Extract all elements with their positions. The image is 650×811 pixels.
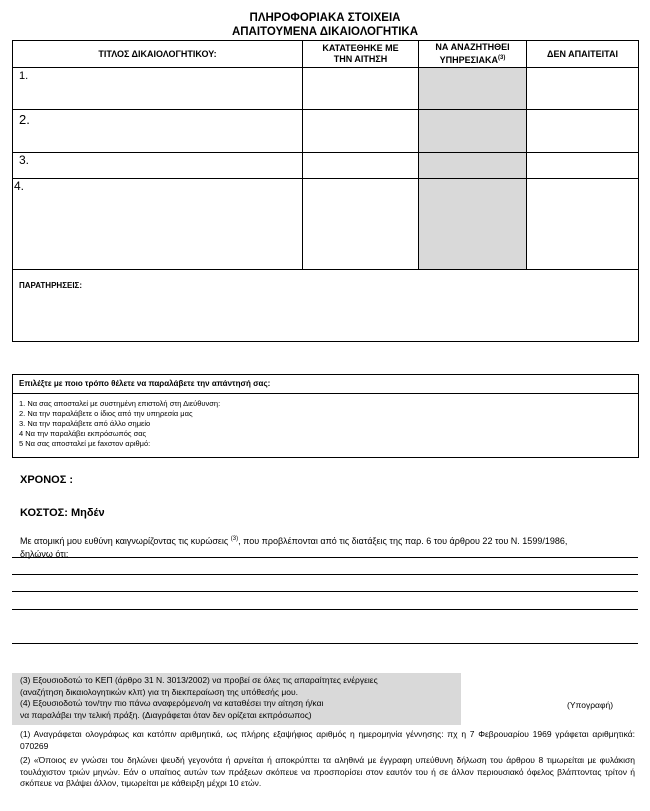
authorization-line: (3) Εξουσιοδοτώ το ΚΕΠ (άρθρο 31 Ν. 3013/2002) να προβεί σε όλες τις απαραίτητες ενέργειες (20, 675, 378, 685)
search-official-cell[interactable] (419, 179, 527, 270)
footnote-1: (1) Αναγράφεται ολογράφως και κατόπιν αριθμητικά, ως πλήρης εξαψήφιος αριθμός η ημερομηνία γέννησης: πχ η 7 Φεβρουαρίου 1969 γράφεται αριθμητικά: 070269 (20, 729, 635, 751)
doc-subtitle: ΑΠΑΙΤΟΥΜΕΝΑ ΔΙΚΑΙΟΛΟΓΗΤΙΚΑ (231, 26, 419, 38)
not-required-cell[interactable] (527, 153, 639, 179)
table-header-row (13, 41, 639, 68)
authorization-line: να παραλάβει την τελική πράξη. (Διαγράφεται όταν δεν ορίζεται εκπρόσωπος) (20, 709, 312, 720)
submitted-cell[interactable] (303, 68, 419, 110)
search-official-cell[interactable] (419, 68, 527, 110)
declaration-text: Με ατομική μου ευθύνη καιγνωρίζοντας τις κυρώσεις $^{(3)}$, που προβλέπονται από τις διατάξεις της παρ. 6 του άρθρου 22 του Ν. 1599/1986, δηλώνω ότι: (20, 536, 568, 559)
writing-line[interactable] (12, 591, 638, 592)
header-not-required: ΔΕΝ ΑΠΑΙΤΕΙΤΑΙ (527, 41, 639, 68)
document-title-cell[interactable]: 2. (13, 110, 303, 153)
documents-table (12, 40, 639, 342)
authorization-box (12, 673, 461, 725)
table-row (13, 153, 639, 179)
footnote-2: (2) «Όποιος εν γνώσει του δηλώνει ψευδή γεγονότα ή αρνείται ή αποκρύπτει τα αληθινά με έγγραφη υπεύθυνη δήλωση του άρθρου 8 τιμωρείται με φυλάκιση τουλάχιστον τριών μηνών. Εάν ο υπαίτιος αυτών των πράξεων σκόπευε να προσπορίσει στον εαυτόν του ή σε άλλον περιουσιακό όφελος βλάπτοντας τρίτον ή σκόπευε να βλάψει άλλον, τιμωρείται με κάθειρξη μέχρι 10 ετών. (20, 755, 635, 788)
writing-line[interactable] (12, 574, 638, 575)
not-required-cell[interactable] (527, 68, 639, 110)
authorization-line: (αναζήτηση δικαιολογητικών κλπ) για τη διεκπεραίωση της υπόθεσής μου. (20, 686, 298, 697)
writing-line[interactable] (12, 557, 638, 558)
delivery-option[interactable]: 3. Να την παραλάβετε από άλλο σημείο (19, 419, 151, 428)
table-row (13, 110, 639, 153)
submitted-cell[interactable] (303, 153, 419, 179)
writing-line[interactable] (12, 609, 638, 610)
delivery-option[interactable]: 2. Να την παραλάβετε ο ίδιος από την υπηρεσία μας (19, 409, 193, 418)
delivery-method-box (12, 374, 639, 458)
notes-cell[interactable] (13, 270, 639, 342)
table-row (13, 179, 639, 270)
not-required-cell[interactable] (527, 179, 639, 270)
writing-line[interactable] (12, 643, 638, 644)
document-title-cell[interactable]: 3. (13, 153, 303, 179)
delivery-method-heading: Επιλέξτε με ποιο τρόπο θέλετε να παραλάβετε την απάντησή σας: (13, 375, 638, 394)
search-official-cell[interactable] (419, 153, 527, 179)
document-title-cell[interactable]: 4. (13, 179, 303, 270)
doc-title: ΠΛΗΡΟΦΟΡΙΑΚΑ ΣΤΟΙΧΕΙΑ (249, 12, 401, 24)
authorization-line: (4) Εξουσιοδοτώ τον/την πιο πάνω αναφερόμενο/η να καταθέσει την αίτηση ή/και (20, 698, 324, 708)
signature-label: (Υπογραφή) (567, 700, 614, 710)
document-title-cell[interactable]: 1. (13, 68, 303, 110)
delivery-option[interactable]: 1. Να σας αποσταλεί με συστημένη επιστολή στη Διεύθυνση: (19, 399, 221, 408)
delivery-option[interactable]: 5 Να σας αποσταλεί με faxστον αριθμό: (19, 439, 151, 448)
search-official-cell[interactable] (419, 110, 527, 153)
delivery-option[interactable]: 4 Να την παραλάβει εκπρόσωπός σας (19, 429, 147, 438)
delivery-method-options (13, 394, 638, 449)
header-search-official: ΝΑ ΑΝΑΖΗΤΗΘΕΙ ΥΠΗΡΕΣΙΑΚΑ$^{(3)}$ (419, 41, 527, 68)
submitted-cell[interactable] (303, 110, 419, 153)
not-required-cell[interactable] (527, 110, 639, 153)
notes-label: ΠΑΡΑΤΗΡΗΣΕΙΣ: (19, 281, 83, 290)
header-submitted: ΚΑΤΑΤΕΘΗΚΕ ΜΕ ΤΗΝ ΑΙΤΗΣΗ (303, 41, 419, 68)
cost-label: ΚΟΣΤΟΣ: Μηδέν (20, 507, 105, 519)
table-row (13, 68, 639, 110)
submitted-cell[interactable] (303, 179, 419, 270)
time-label: ΧΡΟΝΟΣ : (20, 474, 74, 486)
header-document-title: ΤΙΤΛΟΣ ΔΙΚΑΙΟΛΟΓΗΤΙΚΟΥ: (13, 41, 303, 68)
notes-row (13, 270, 639, 342)
